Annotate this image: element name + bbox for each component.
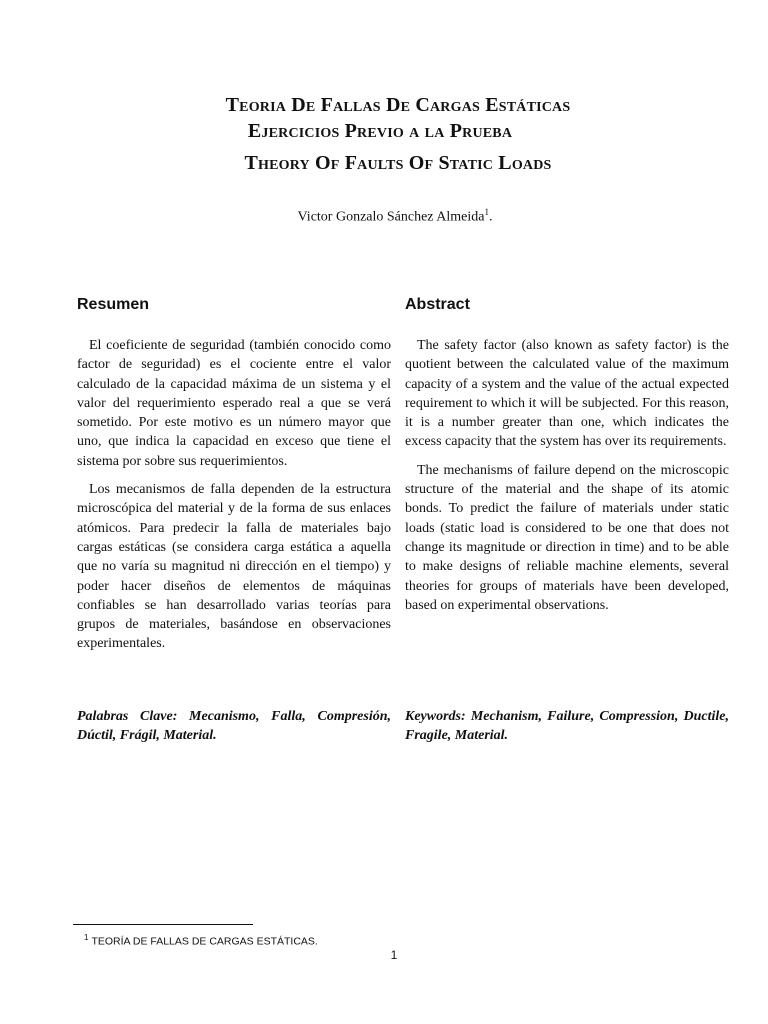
title-line-spanish: Teoria De Fallas De Cargas Estáticas xyxy=(225,94,571,116)
author-name: Victor Gonzalo Sánchez Almeida xyxy=(297,209,485,225)
author-footnote-mark[interactable]: 1 xyxy=(484,207,489,217)
resumen-heading: Resumen xyxy=(77,296,150,313)
title-line-english: Theory Of Faults Of Static Loads xyxy=(244,152,552,174)
footnote-text: TEORÍA DE FALLAS DE CARGAS ESTÁTICAS. xyxy=(91,935,318,948)
paper-title xyxy=(0,92,768,176)
abstract-paragraph: The mechanisms of failure depend on the microscopic structure of the material and the shape of its atomic bonds. To predict the failure of materials under static loads (static load is considered to be one that does not change its magnitude or direction in time) and to be able to make designs of reliable machine elements, several theories for groups of materials have been developed, based on experimental observations. xyxy=(405,462,729,613)
footnote xyxy=(84,933,318,948)
abstract-paragraph: The safety factor (also known as safety factor) is the quotient between the calculated value of the maximum capacity of a system and the value of the actual expected requirement to which it will be subjected. For this reason, it is a number greater than one, which indicates the excess capacity that the system has over its requirements. xyxy=(405,338,729,450)
keywords: Keywords: Mechanism, Failure, Compression, Ductile, Fragile, Material. xyxy=(405,709,729,743)
palabras-clave: Palabras Clave: Mecanismo, Falla, Compresión, Dúctil, Frágil, Material. xyxy=(77,709,391,743)
author-line xyxy=(0,207,768,226)
abstract-heading: Abstract xyxy=(405,296,470,313)
footnote-divider xyxy=(73,924,253,925)
resumen-paragraph: El coeficiente de seguridad (también conocido como factor de seguridad) es el cociente entre el valor calculado de la capacidad máxima de un sistema y el valor del requerimiento esperado real a que se verá sometido. Por este motivo es un número mayor que uno, que indica la capacidad en exceso que tiene el sistema por sobre sus requerimientos. xyxy=(77,338,391,469)
resumen-paragraph: Los mecanismos de falla dependen de la estructura microscópica del material y de la forma de sus enlaces atómicos. Para predecir la falla de materiales bajo cargas estáticas (se considera carga estática a aquella que no varía su magnitud ni dirección en el tiempo) y poder hacer diseños de elementos de máquinas confiables se han desarrollado varias teorías para grupos de materiales, basándose en observaciones experimentales. xyxy=(77,482,391,652)
footnote-mark: 1 xyxy=(84,933,89,942)
abstract-column xyxy=(405,294,729,624)
author-trailing-period: . xyxy=(488,209,493,225)
page-number: 1 xyxy=(390,948,398,962)
resumen-column xyxy=(77,294,391,663)
title-line-subtitle: Ejercicios Previo a la Prueba xyxy=(247,120,513,142)
